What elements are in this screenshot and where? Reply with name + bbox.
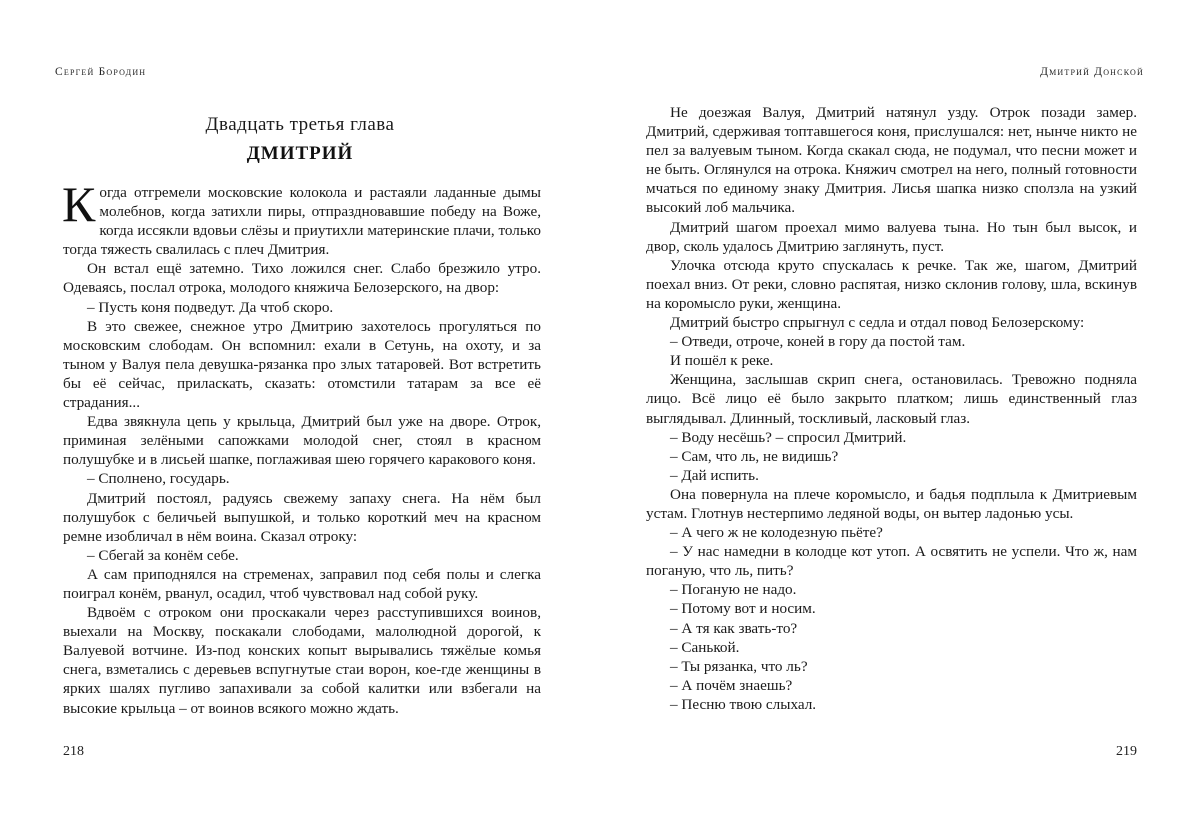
dialogue-line: – У нас намедни в колодце кот утоп. А освятить не успели. Что ж, нам поганую, что ль, пить?	[646, 543, 1137, 580]
paragraph: Дмитрий быстро спрыгнул с седла и отдал повод Белозерскому:	[670, 314, 1085, 332]
dialogue-line: – Отведи, отроче, коней в гору да постой там.	[670, 333, 966, 351]
paragraph: Когда отгремели московские колокола и растаяли ладанные дымы молебнов, когда затихли пиры, отпраздновавшие победу на Воже, когда иссякли вдовьи слёзы и приутихли материнские плачи, только тогда тяжесть свалилась с плеч Дмитрия.	[62, 176, 541, 259]
dialogue-line: – Сполнено, государь.	[87, 470, 230, 488]
chapter-label: Двадцать третья глава	[205, 114, 395, 135]
dialogue-line: – А тя как звать-то?	[670, 619, 798, 637]
dialogue-line: – А чего ж не колодезную пьёте?	[670, 524, 883, 542]
drop-cap: К	[62, 176, 96, 232]
dialogue-line: – Поганую не надо.	[670, 581, 797, 599]
paragraph: Улочка отсюда круто спускалась к речке. Так же, шагом, Дмитрий поехал вниз. От реки, словно распятая, низко склонив голову, шла, вскинув на коромысло руки, женщина.	[646, 256, 1137, 312]
paragraph: Женщина, заслышав скрип снега, остановилась. Тревожно подняла лицо. Всё лицо её было закрыто платком; лишь единственный глаз выглядывал. Длинный, тоскливый, ласковый глаз.	[646, 371, 1137, 427]
page-number-right: 219	[1116, 744, 1137, 759]
paragraph: И пошёл к реке.	[670, 352, 774, 370]
chapter-title: ДМИТРИЙ	[246, 143, 354, 164]
paragraph: Не доезжая Валуя, Дмитрий натянул узду. Отрок позади замер. Дмитрий, сдерживая топтавшегося коня, прислушался: нет, нынче никто не пел за валуевым тыном. Когда скакал сюда, не подумал, что песни может и не быть. Оглянулся на отрока. Княжич смотрел на него, полный готовности мчаться по единому знаку Дмитрия. Лисья шапка низко сползла на узкий высокий лоб мальчика.	[646, 104, 1137, 217]
running-head-title: Дмитрий Донской	[1040, 66, 1144, 78]
dialogue-line: – Воду несёшь? – спросил Дмитрий.	[670, 428, 907, 446]
dialogue-line: – Песню твою слыхал.	[670, 695, 817, 713]
dialogue-line: – Пусть коня подведут. Да чтоб скоро.	[87, 298, 334, 316]
page-number-left: 218	[63, 744, 84, 759]
dialogue-line: – Ты рязанка, что ль?	[670, 657, 808, 675]
dialogue-line: – А почём знаешь?	[670, 676, 793, 694]
dialogue-line: – Сам, что ль, не видишь?	[670, 447, 839, 465]
paragraph: Она повернула на плече коромысло, и бадья подплыла к Дмитриевым устам. Глотнув нестерпимо ледяной воды, он вытер ладонью усы.	[646, 485, 1137, 522]
paragraph: А сам приподнялся на стременах, заправил под себя полы и слегка поиграл конём, рванул, осадил, чтоб чувствовал над собой руку.	[63, 565, 541, 602]
dialogue-line: – Санькой.	[670, 638, 740, 656]
right-page-body	[646, 103, 1137, 714]
left-page-body	[62, 176, 541, 718]
dialogue-line: – Сбегай за конём себе.	[87, 546, 239, 564]
paragraph: Дмитрий шагом проехал мимо валуева тына. Но тын был высок, и двор, сколь удалось Дмитрию заглянуть, пуст.	[646, 218, 1137, 255]
paragraph: В это свежее, снежное утро Дмитрию захотелось прогуляться по московским слободам. Он вспомнил: ехали в Сетунь, на охоту, и за тыном у Валуя пела девушка-рязанка про злых татаровей. Вот встретить бы её сейчас, приласкать, сказать: отомстили татарам за все её страдания...	[63, 317, 541, 412]
paragraph: Вдвоём с отроком они проскакали через расступившихся воинов, выехали на Москву, поскакали слободами, малолюдной дорогой, к Валуевой вотчине. Из-под конских копыт вырывались тяжёлые комья снега, взметались с деревьев вспугнутые стаи ворон, кое-где женщины в ярких шалях пугливо запахивали за собой калитки или взбегали на высокие крыльца – от воинов всякого можно ждать.	[63, 604, 541, 717]
paragraph: Дмитрий постоял, радуясь свежему запаху снега. На нём был полушубок с беличьей выпушкой, и только короткий меч на красном ремне изобличал в нём воина. Сказал отроку:	[63, 489, 541, 545]
dialogue-line: – Потому вот и носим.	[670, 600, 816, 618]
paragraph: Едва звякнула цепь у крыльца, Дмитрий был уже на дворе. Отрок, приминая зелёными сапожками молодой снег, стоял в красном полушубке и в лисьей шапке, поглаживая шею горячего каракового коня.	[63, 413, 541, 469]
dialogue-line: – Дай испить.	[670, 466, 759, 484]
right-page	[600, 0, 1200, 822]
paragraph: Он встал ещё затемно. Тихо ложился снег. Слабо брезжило утро. Одеваясь, послал отрока, молодого княжича Белозерского, на двор:	[63, 260, 541, 297]
running-head-author: Сергей Бородин	[55, 66, 147, 78]
